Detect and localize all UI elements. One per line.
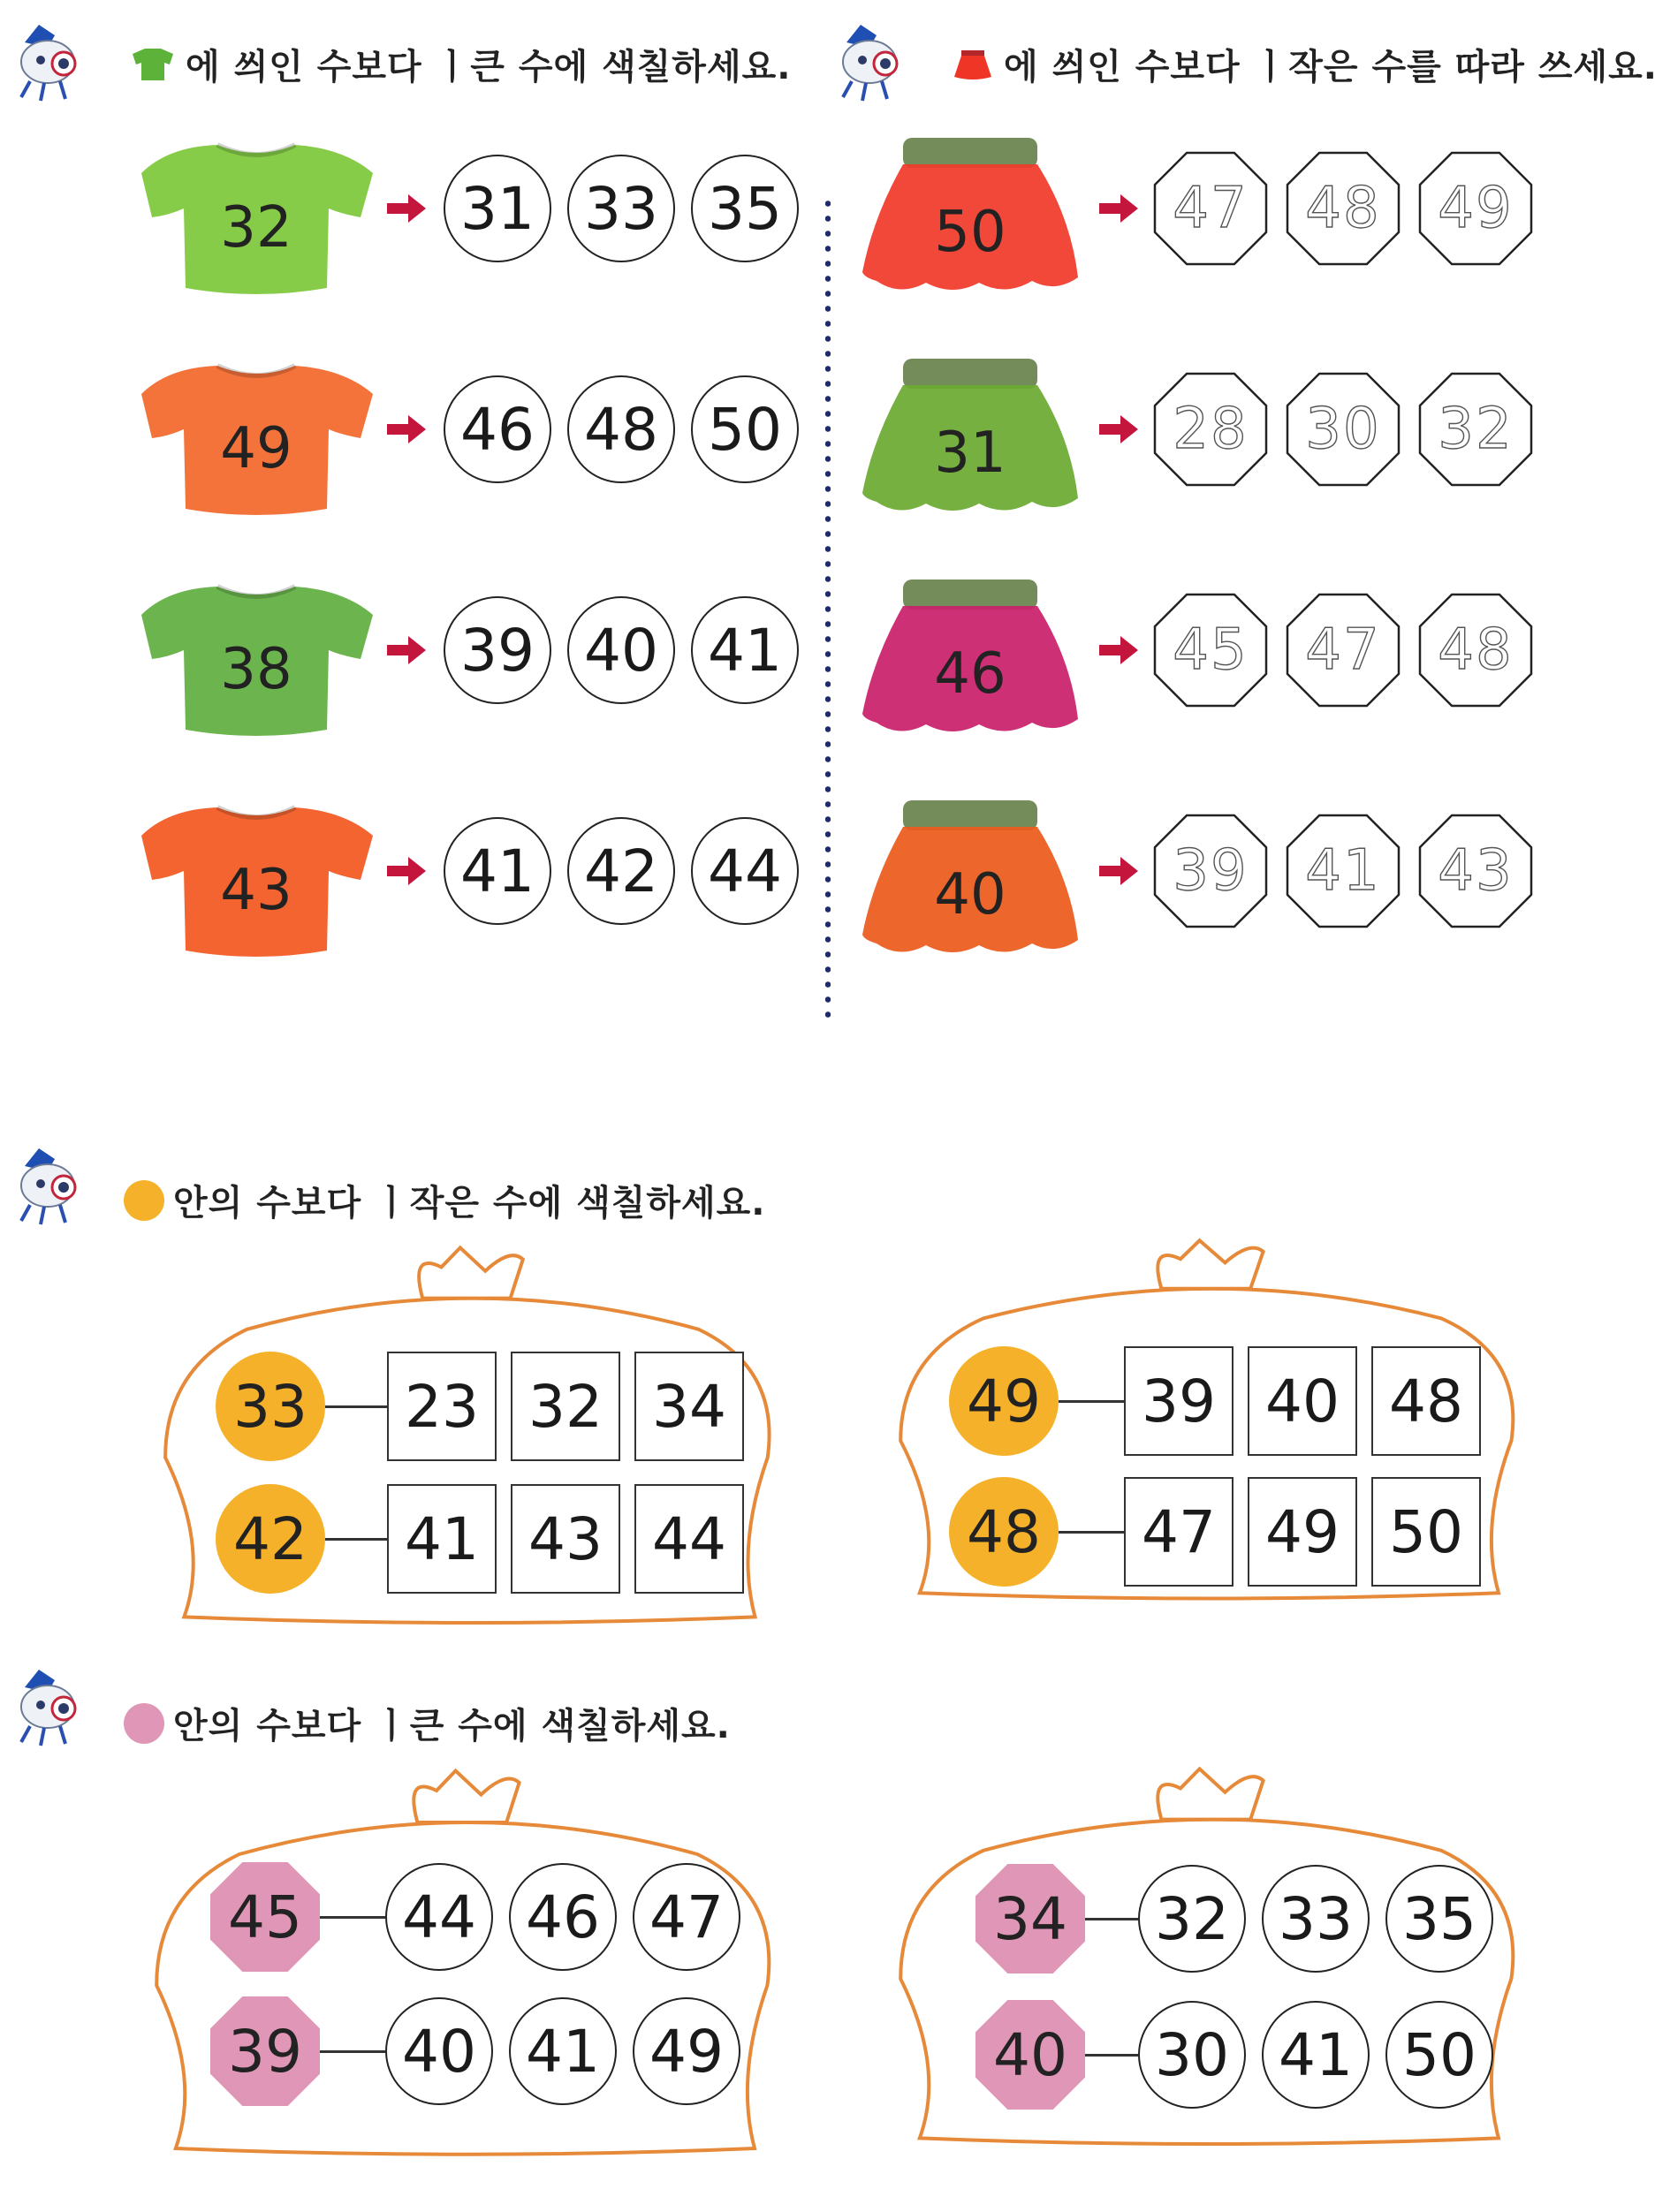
number-circle-option[interactable]: 41 (509, 1997, 617, 2105)
instruction-text-q3: 안의 수보다 ㅣ작은 수에 색칠하세요. (173, 1183, 766, 1223)
number-box-option[interactable]: 39 (1124, 1346, 1234, 1456)
trace-octagon-option[interactable] (1153, 151, 1268, 266)
number-box-option[interactable]: 43 (511, 1484, 620, 1594)
number-circle-option[interactable]: 35 (691, 155, 799, 262)
trace-number: 47 (1305, 617, 1381, 683)
trace-number: 43 (1438, 838, 1514, 904)
connector-line (325, 1538, 387, 1541)
trace-octagon-option[interactable] (1153, 372, 1268, 487)
shirt-number: 38 (220, 637, 292, 702)
skirt-number: 31 (934, 420, 1006, 486)
number-box-option[interactable]: 41 (387, 1484, 497, 1594)
arrow-right-icon (1097, 412, 1140, 447)
number-circle-option[interactable]: 46 (444, 375, 551, 483)
shirt-number: 49 (220, 416, 292, 481)
target-octagon (210, 1862, 320, 1972)
target-number: 34 (993, 1884, 1067, 1953)
target-circle: 48 (949, 1477, 1059, 1587)
pink-circle-icon (124, 1703, 164, 1744)
connector-line (1085, 2054, 1138, 2057)
skirt-number: 50 (934, 200, 1006, 265)
trace-octagon-option[interactable] (1286, 814, 1401, 928)
number-circle-option[interactable]: 33 (1262, 1865, 1370, 1973)
number-box-option[interactable]: 23 (387, 1352, 497, 1461)
skirt-3 (855, 571, 1085, 739)
connector-line (1059, 1531, 1124, 1534)
arrow-right-icon (1097, 633, 1140, 668)
number-circle-option[interactable]: 31 (444, 155, 551, 262)
arrow-right-icon (385, 853, 428, 889)
number-circle-option[interactable]: 47 (633, 1863, 740, 1971)
arrow-right-icon (1097, 853, 1140, 889)
dotted-divider (825, 196, 831, 1018)
green-shirt-icon (129, 47, 177, 82)
trace-octagon-option[interactable] (1153, 814, 1268, 928)
trace-octagon-option[interactable] (1286, 151, 1401, 266)
number-circle-option[interactable]: 48 (567, 375, 675, 483)
target-number: 40 (993, 2020, 1067, 2089)
shirt-1 (133, 138, 380, 297)
skirt-1 (855, 129, 1085, 297)
target-octagon (210, 1996, 320, 2106)
number-circle-option[interactable]: 40 (385, 1997, 493, 2105)
arrow-right-icon (385, 191, 428, 226)
number-circle-option[interactable]: 44 (385, 1863, 493, 1971)
instruction-text-q1: 에 씌인 수보다 ㅣ큰 수에 색칠하세요. (186, 47, 792, 87)
shirt-2 (133, 359, 380, 518)
number-circle-option[interactable]: 40 (567, 596, 675, 704)
instruction-text-q2: 에 씌인 수보다 ㅣ작은 수를 따라 쓰세요. (1004, 47, 1658, 87)
target-circle: 49 (949, 1346, 1059, 1456)
target-circle: 42 (216, 1484, 325, 1594)
trace-number: 39 (1173, 838, 1249, 904)
trace-number: 45 (1173, 617, 1249, 683)
number-box-option[interactable]: 49 (1248, 1477, 1357, 1587)
number-box-option[interactable]: 47 (1124, 1477, 1234, 1587)
orange-circle-icon (124, 1180, 164, 1221)
number-circle-option[interactable]: 44 (691, 817, 799, 925)
number-box-option[interactable]: 50 (1371, 1477, 1481, 1587)
skirt-number: 40 (934, 862, 1006, 928)
number-circle-option[interactable]: 39 (444, 596, 551, 704)
shirt-4 (133, 800, 380, 959)
trace-octagon-option[interactable] (1418, 372, 1533, 487)
number-circle-option[interactable]: 46 (509, 1863, 617, 1971)
arrow-right-icon (385, 633, 428, 668)
target-circle: 33 (216, 1352, 325, 1461)
trace-octagon-option[interactable] (1286, 593, 1401, 708)
number-circle-option[interactable]: 30 (1138, 2001, 1246, 2109)
shirt-number: 32 (220, 195, 292, 261)
number-box-option[interactable]: 32 (511, 1352, 620, 1461)
instruction-text-q4: 안의 수보다 ㅣ큰 수에 색칠하세요. (173, 1706, 731, 1746)
trace-number: 48 (1305, 176, 1381, 241)
arrow-right-icon (1097, 191, 1140, 226)
connector-line (325, 1405, 387, 1408)
trace-number: 41 (1305, 838, 1381, 904)
number-circle-option[interactable]: 33 (567, 155, 675, 262)
target-number: 45 (228, 1882, 302, 1951)
trace-number: 32 (1438, 397, 1514, 462)
trace-number: 48 (1438, 617, 1514, 683)
number-box-option[interactable]: 48 (1371, 1346, 1481, 1456)
number-circle-option[interactable]: 50 (1385, 2001, 1493, 2109)
connector-line (320, 2050, 385, 2053)
arrow-right-icon (385, 412, 428, 447)
trace-number: 49 (1438, 176, 1514, 241)
red-skirt-icon (951, 47, 995, 82)
number-circle-option[interactable]: 41 (444, 817, 551, 925)
number-circle-option[interactable]: 42 (567, 817, 675, 925)
number-circle-option[interactable]: 41 (691, 596, 799, 704)
trace-number: 28 (1173, 397, 1249, 462)
shirt-3 (133, 580, 380, 739)
target-octagon (975, 1864, 1085, 1973)
number-box-option[interactable]: 34 (634, 1352, 744, 1461)
trace-octagon-option[interactable] (1153, 593, 1268, 708)
trace-octagon-option[interactable] (1418, 593, 1533, 708)
mascot-icon (9, 16, 88, 104)
number-box-option[interactable]: 44 (634, 1484, 744, 1594)
shirt-number: 43 (220, 858, 292, 923)
number-circle-option[interactable]: 32 (1138, 1865, 1246, 1973)
connector-line (320, 1916, 385, 1919)
trace-octagon-option[interactable] (1418, 151, 1533, 266)
mascot-icon (9, 1140, 88, 1228)
number-circle-option[interactable]: 41 (1262, 2001, 1370, 2109)
connector-line (1085, 1918, 1138, 1920)
trace-octagon-option[interactable] (1286, 372, 1401, 487)
number-box-option[interactable]: 40 (1248, 1346, 1357, 1456)
number-circle-option[interactable]: 49 (633, 1997, 740, 2105)
target-octagon (975, 2000, 1085, 2110)
skirt-number: 46 (934, 641, 1006, 707)
target-number: 39 (228, 2017, 302, 2086)
mascot-icon (9, 1661, 88, 1749)
trace-number: 47 (1173, 176, 1249, 241)
number-circle-option[interactable]: 35 (1385, 1865, 1493, 1973)
mascot-icon (831, 16, 910, 104)
skirt-2 (855, 350, 1085, 518)
skirt-4 (855, 792, 1085, 959)
trace-number: 30 (1305, 397, 1381, 462)
trace-octagon-option[interactable] (1418, 814, 1533, 928)
number-circle-option[interactable]: 50 (691, 375, 799, 483)
connector-line (1059, 1400, 1124, 1403)
